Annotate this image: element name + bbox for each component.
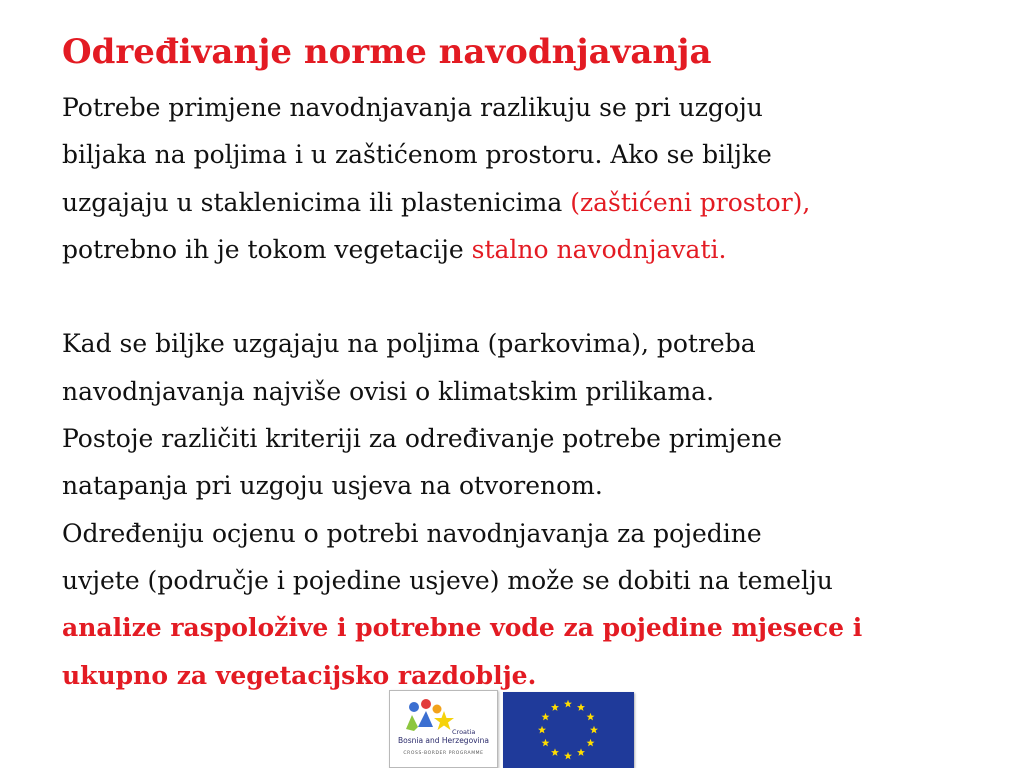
slide-title: Određivanje norme navodnjavanja (62, 32, 712, 72)
text-line: navodnjavanja najviše ovisi o klimatskim prilikama. (62, 376, 715, 406)
text-line: Potrebe primjene navodnjavanja razlikuju se pri uzgoju (62, 93, 763, 122)
text-line (62, 179, 992, 226)
text-line: natapanja pri uzgoju usjeva na otvorenom. (62, 471, 603, 501)
text-line: uvjete (područje i pojedine usjeve) može se dobiti na temelju (62, 565, 833, 595)
text-line: Određeniju ocjenu o potrebi navodnjavanja za pojedine (62, 518, 762, 548)
eu-star-icon (564, 752, 572, 760)
text-segment: uzgajaju u staklenicima ili plastenicima (62, 187, 571, 217)
eu-star-icon (564, 700, 572, 708)
text-line: Kad se biljke uzgajaju na poljima (parkovima), potreba (62, 329, 756, 359)
cross-border-programme-logo (389, 690, 498, 768)
programme-name: CROSS-BORDER PROGRAMME (403, 751, 484, 756)
eu-stars-icon (503, 692, 634, 768)
text-segment: potrebno ih je tokom vegetacije (62, 234, 472, 264)
eu-star-icon (587, 739, 595, 747)
text-line: Postoje različiti kriteriji za određivanje potrebe primjene (62, 424, 782, 454)
eu-star-icon (551, 703, 559, 711)
highlight-water-analysis: analize raspoložive i potrebne vode za pojedine mjesece i (62, 613, 863, 643)
programme-country-1: Croatia (452, 728, 476, 736)
highlight-vegetation-period: ukupno za vegetacijsko razdoblje. (62, 660, 537, 690)
text-line: biljaka na poljima i u zaštićenom prostoru. Ako se biljke (62, 140, 772, 170)
blank-line (62, 273, 992, 320)
slide-body (62, 84, 992, 699)
highlight-constant-irrigation: stalno navodnjavati. (471, 234, 727, 264)
eu-star-icon (541, 713, 549, 721)
eu-star-icon (541, 739, 549, 747)
eu-star-icon (577, 703, 585, 711)
eu-star-icon (538, 726, 546, 734)
eu-star-icon (587, 713, 595, 721)
text-line (62, 226, 992, 273)
programme-country-2: Bosnia and Herzegovina (397, 736, 490, 745)
eu-star-icon (551, 748, 559, 756)
eu-star-icon (577, 748, 585, 756)
programme-figures-icon (400, 697, 460, 737)
highlight-protected-space: (zaštićeni prostor), (570, 187, 811, 217)
eu-star-icon (590, 726, 598, 734)
eu-flag-logo (503, 692, 634, 768)
